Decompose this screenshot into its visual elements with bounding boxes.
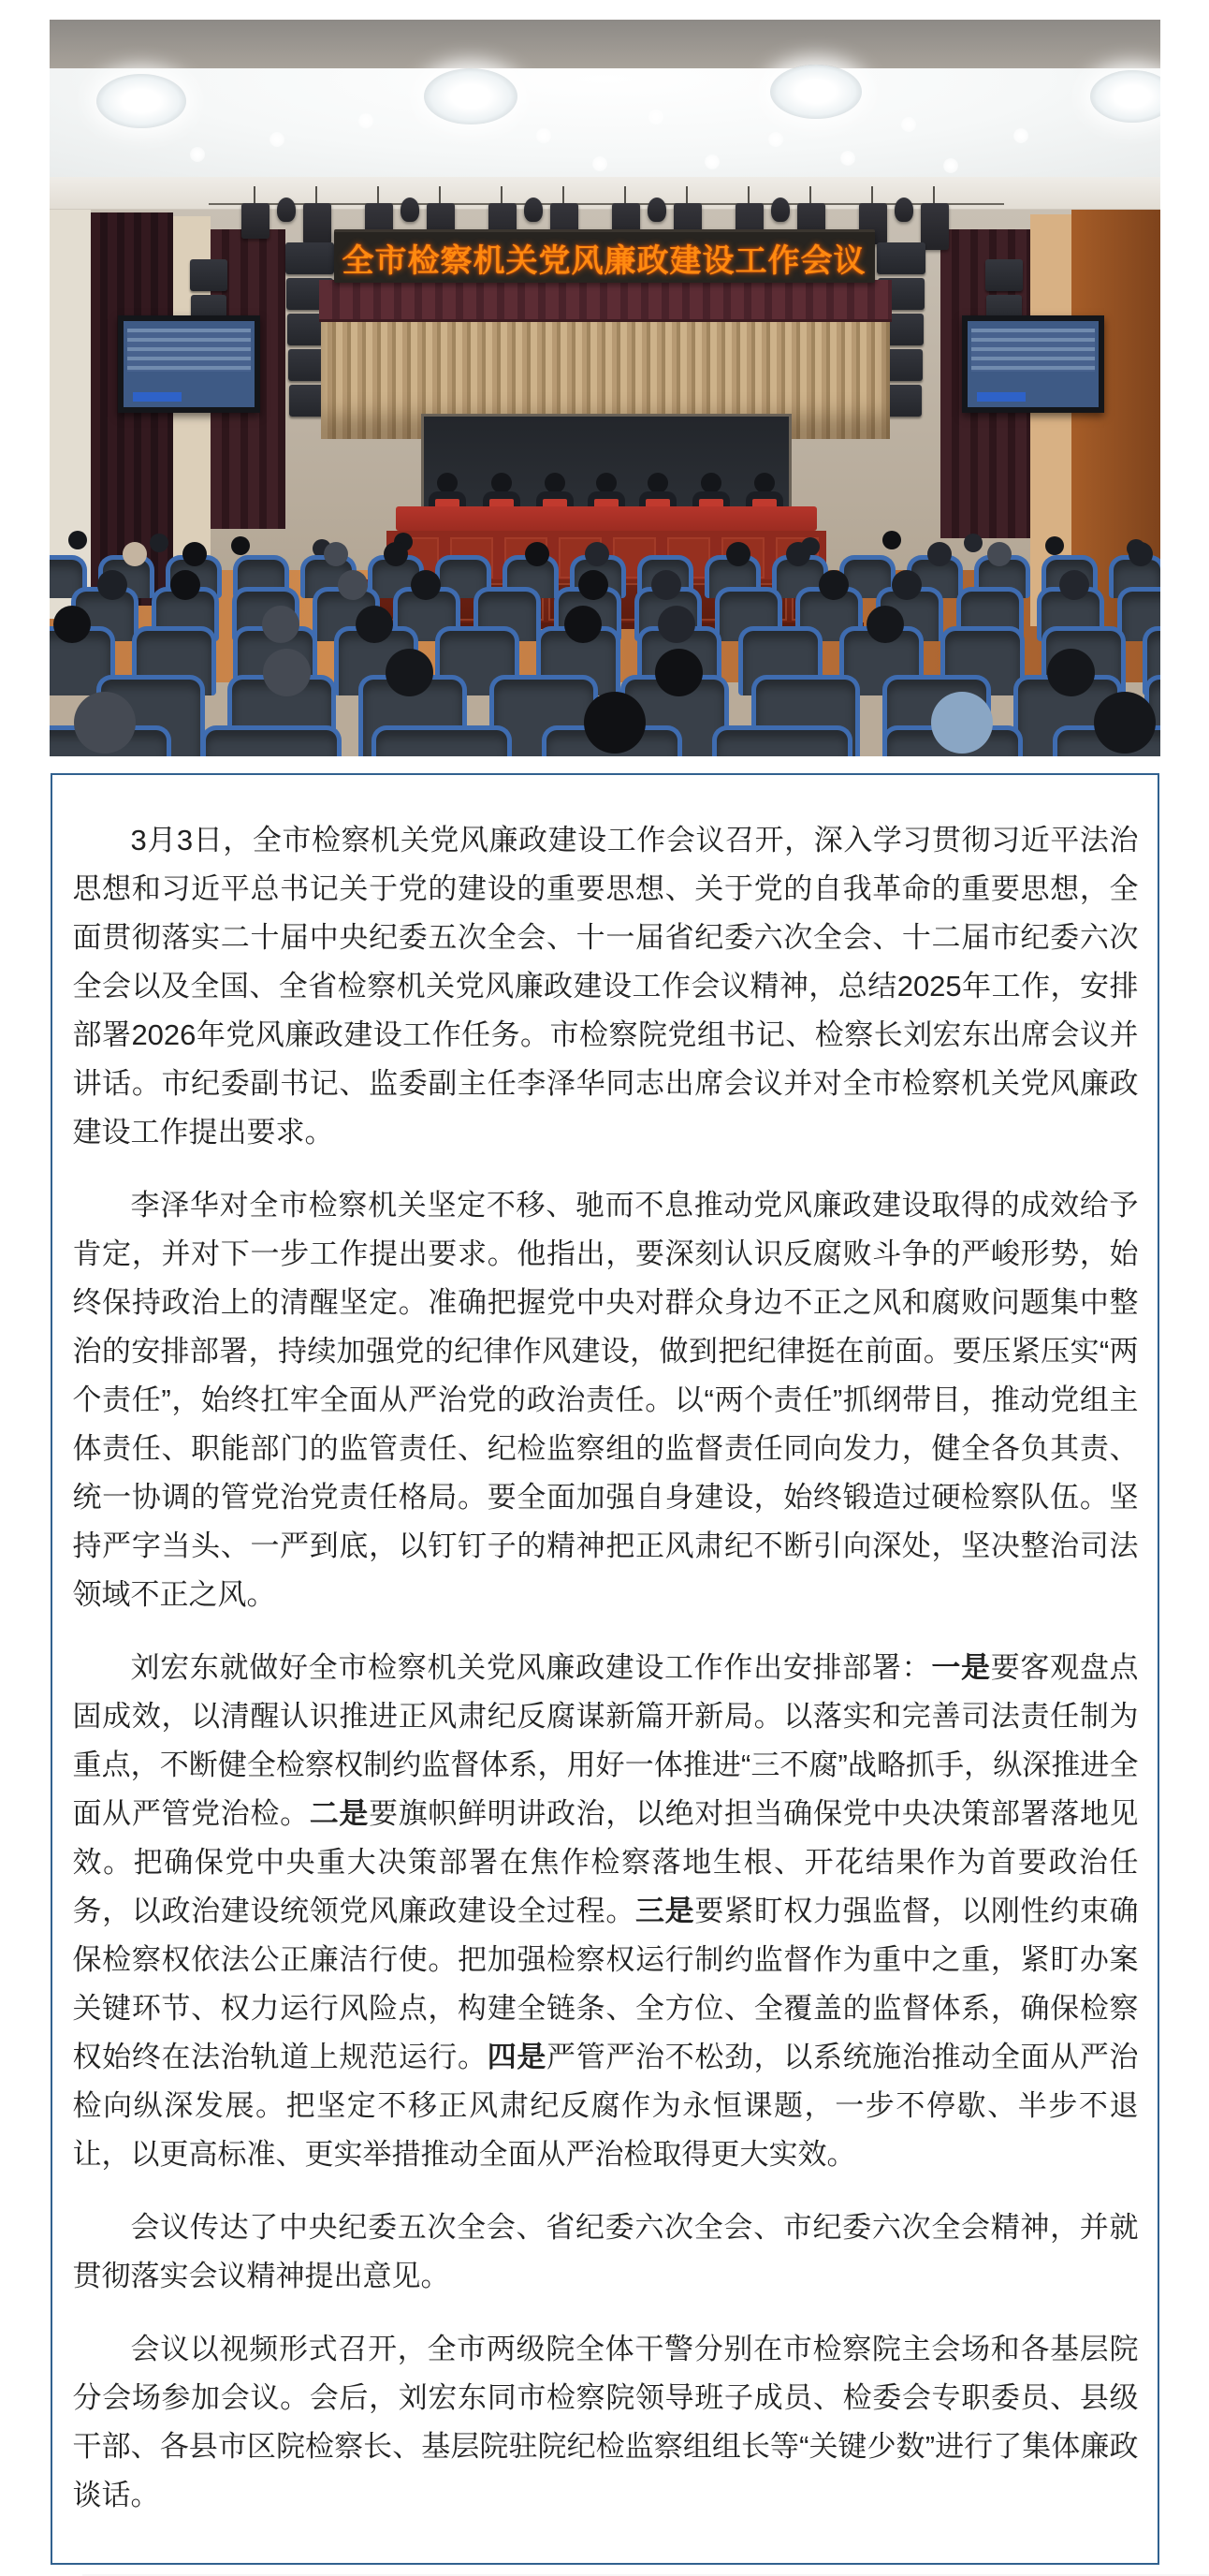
audience-head bbox=[1129, 542, 1153, 566]
audience-head bbox=[386, 649, 433, 696]
audience-head bbox=[931, 692, 993, 754]
audience-head bbox=[655, 649, 703, 696]
line-array-speaker bbox=[190, 259, 227, 291]
audience-head bbox=[786, 542, 810, 566]
article-paragraph bbox=[73, 1644, 1139, 2179]
article-paragraph bbox=[73, 816, 1139, 1157]
body-text: 3月3日，全市检察机关党风廉政建设工作会议召开，深入学习贯彻习近平法治思想和习近平总书记关于党的建设的重要思想、关于党的自我革命的重要思想，全面贯彻落实二十届中央纪委五次全会、十一届省纪委六次全会、十二届市纪委六次全会以及全国、全省检察机关党风廉政建设工作会议精神，总结2025年工作，安排部署2026年党风廉政建设工作任务。市检察院党组书记、检察长刘宏东出席会议并讲话。市纪委副书记、监委副主任李泽华同志出席会议并对全市检察机关党风廉政建设工作提出要求。 bbox=[72, 824, 1139, 1149]
body-text: 李泽华对全市检察机关坚定不移、驰而不息推动党风廉政建设取得的成效给予肯定，并对下一步工作提出要求。他指出，要深刻认识反腐败斗争的严峻形势，始终保持政治上的清醒坚定。准确把握党中央对群众身边不正之风和腐败问题集中整治的安排部署，持续加强党的纪律作风建设，做到把纪律挺在前面。要压紧压实“两个责任”，始终扛牢全面从严治党的政治责任。以“两个责任”抓纲带目，推动党组主体责任、职能部门的监管责任、纪检监察组的监督责任同向发力，健全各负其责、统一协调的管党治党责任格局。要全面加强自身建设，始终锻造过硬检察队伍。坚持严字当头、一严到底，以钉钉子的精神把正风肃纪不断引向深处，坚决整治司法领域不正之风。 bbox=[72, 1189, 1139, 1611]
audience-head bbox=[987, 542, 1012, 566]
ceiling-light-small bbox=[768, 132, 783, 147]
audience-head bbox=[964, 534, 983, 552]
rig-wire bbox=[624, 186, 626, 203]
rig-wire bbox=[809, 186, 811, 203]
line-array-speaker bbox=[985, 259, 1023, 291]
emphasis-text: 二是 bbox=[309, 1797, 370, 1830]
rig-wire bbox=[377, 186, 379, 203]
stage-valance bbox=[319, 280, 892, 322]
ceiling-light-small bbox=[269, 132, 284, 147]
body-text: 要客观盘点固成效，以清醒认识推进正风肃纪反腐谋新篇开新局。以落实和完善司法责任制为重点，不断健全检察权制约监督体系，用好一体推进“三不腐”战略抓手，纵深推进全面从严管党治检。 bbox=[72, 1651, 1139, 1830]
article-text-box bbox=[51, 773, 1159, 2565]
leader-silhouette-head bbox=[596, 473, 617, 493]
ceiling-light-small bbox=[536, 128, 551, 143]
ceiling-light bbox=[96, 74, 186, 128]
audience-head bbox=[867, 606, 904, 643]
moving-head-light bbox=[648, 198, 666, 222]
audience-head bbox=[585, 542, 609, 566]
article-paragraph bbox=[73, 1181, 1139, 1619]
ceiling-light bbox=[1090, 70, 1160, 123]
moving-head-light bbox=[524, 198, 543, 222]
audience-chair bbox=[201, 725, 342, 756]
ceiling-light-small bbox=[840, 151, 855, 166]
emphasis-text: 一是 bbox=[931, 1651, 991, 1684]
body-text: 会议以视频形式召开，全市两级院全体干警分别在市检察院主会场和各基层院分会场参加会议。会后，刘宏东同市检察院领导班子成员、检委会专职委员、县级干部、各县市区院检察长、基层院驻院纪检监察组组长等“关键少数”进行了集体廉政谈话。 bbox=[72, 2333, 1139, 2511]
audience-head bbox=[1045, 536, 1064, 555]
article-paragraph bbox=[73, 2203, 1139, 2301]
stage-speaker bbox=[303, 203, 331, 244]
tv-video-feed bbox=[127, 329, 251, 372]
rig-wire bbox=[254, 186, 255, 203]
rig-wire bbox=[686, 186, 688, 203]
audience-head bbox=[525, 542, 549, 566]
audience-head bbox=[68, 531, 87, 549]
rig-wire bbox=[748, 186, 750, 203]
ceiling-light-small bbox=[1013, 128, 1028, 143]
tv-caption-bar bbox=[133, 392, 182, 402]
moving-head-light bbox=[771, 198, 790, 222]
audience-head bbox=[882, 531, 901, 549]
audience-head bbox=[384, 542, 408, 566]
body-text: 会议传达了中央纪委五次全会、省纪委六次全会、市纪委六次全会精神，并就贯彻落实会议精神提出意见。 bbox=[72, 2211, 1139, 2292]
ceiling-band bbox=[50, 20, 1160, 68]
audience-head bbox=[658, 606, 695, 643]
leader-silhouette-head bbox=[701, 473, 721, 493]
body-text: 严管严治不松劲，以系统施治推动全面从严治检向纵深发展。把坚定不移正风肃纪反腐作为永恒课题，一步不停歇、半步不退让，以更高标准、更实举措推动全面从严治检取得更大实效。 bbox=[72, 2041, 1139, 2171]
ceiling-light-small bbox=[592, 156, 607, 171]
audience-head bbox=[726, 542, 750, 566]
stage-speaker bbox=[241, 203, 269, 239]
leader-silhouette-head bbox=[648, 473, 668, 493]
audience-head bbox=[150, 534, 168, 552]
audience-head bbox=[564, 606, 602, 643]
line-array-speaker bbox=[285, 242, 334, 274]
rig-wire bbox=[315, 186, 317, 203]
emphasis-text: 四是 bbox=[487, 2041, 547, 2073]
audience-head bbox=[74, 692, 136, 754]
body-text: 要旗帜鲜明讲政治，以绝对担当确保党中央决策部署落地见效。把确保党中央重大决策部署在焦作检察落地生根、开花结果作为首要政治任务，以政治建设统领党风廉政建设全过程。 bbox=[72, 1797, 1139, 1927]
audience-head bbox=[182, 542, 207, 566]
audience-head bbox=[263, 649, 311, 696]
tv-video-feed bbox=[971, 329, 1095, 372]
audience-head bbox=[1094, 692, 1156, 754]
ceiling-light-small bbox=[901, 117, 916, 132]
audience-chair bbox=[371, 725, 512, 756]
meeting-photo bbox=[50, 20, 1160, 756]
ceiling-cove bbox=[50, 68, 1160, 177]
leader-silhouette-head bbox=[545, 473, 565, 493]
ceiling-light bbox=[424, 68, 517, 124]
right-wall-tv bbox=[962, 315, 1104, 413]
body-text: 刘宏东就做好全市检察机关党风廉政建设工作作出安排部署： bbox=[130, 1651, 932, 1684]
leader-silhouette-head bbox=[437, 473, 458, 493]
rig-wire bbox=[439, 186, 441, 203]
audience-head bbox=[1047, 649, 1095, 696]
audience-head bbox=[584, 692, 646, 754]
ceiling-light-small bbox=[648, 110, 663, 124]
moving-head-light bbox=[277, 198, 296, 222]
audience-head bbox=[324, 542, 348, 566]
leader-silhouette-head bbox=[754, 473, 775, 493]
emphasis-text: 三是 bbox=[634, 1895, 695, 1927]
ceiling-light-small bbox=[943, 158, 958, 173]
rig-wire bbox=[871, 186, 873, 203]
audience-head bbox=[53, 606, 91, 643]
rig-wire bbox=[501, 186, 503, 203]
led-banner bbox=[334, 229, 875, 283]
moving-head-light bbox=[895, 198, 913, 222]
left-wall-tv bbox=[118, 315, 260, 413]
audience-head bbox=[356, 606, 393, 643]
ceiling-light-small bbox=[705, 154, 720, 169]
ceiling-light-small bbox=[190, 147, 205, 162]
body-text: 要紧盯权力强监督，以刚性约束确保检察权依法公正廉洁行使。把加强检察权运行制约监督作为重中之重，紧盯办案关键环节、权力运行风险点，构建全链条、全方位、全覆盖的监督体系，确保检察权始终在法治轨道上规范运行。 bbox=[72, 1895, 1139, 2073]
ceiling-light-small bbox=[358, 113, 373, 128]
rig-wire bbox=[933, 186, 935, 203]
article-paragraph bbox=[73, 2325, 1139, 2520]
rostrum-table bbox=[396, 506, 817, 531]
audience-head bbox=[927, 542, 952, 566]
leader-silhouette-head bbox=[491, 473, 512, 493]
line-array-speaker bbox=[877, 242, 925, 274]
audience-head bbox=[262, 606, 299, 643]
audience-chair bbox=[712, 725, 852, 756]
ceiling-light bbox=[770, 65, 862, 119]
tv-caption-bar bbox=[977, 392, 1026, 402]
led-banner-text: 全市检察机关党风廉政建设工作会议 bbox=[342, 242, 867, 279]
audience-head bbox=[231, 536, 250, 555]
rig-wire bbox=[562, 186, 564, 203]
audience-head bbox=[123, 542, 147, 566]
moving-head-light bbox=[401, 198, 419, 222]
